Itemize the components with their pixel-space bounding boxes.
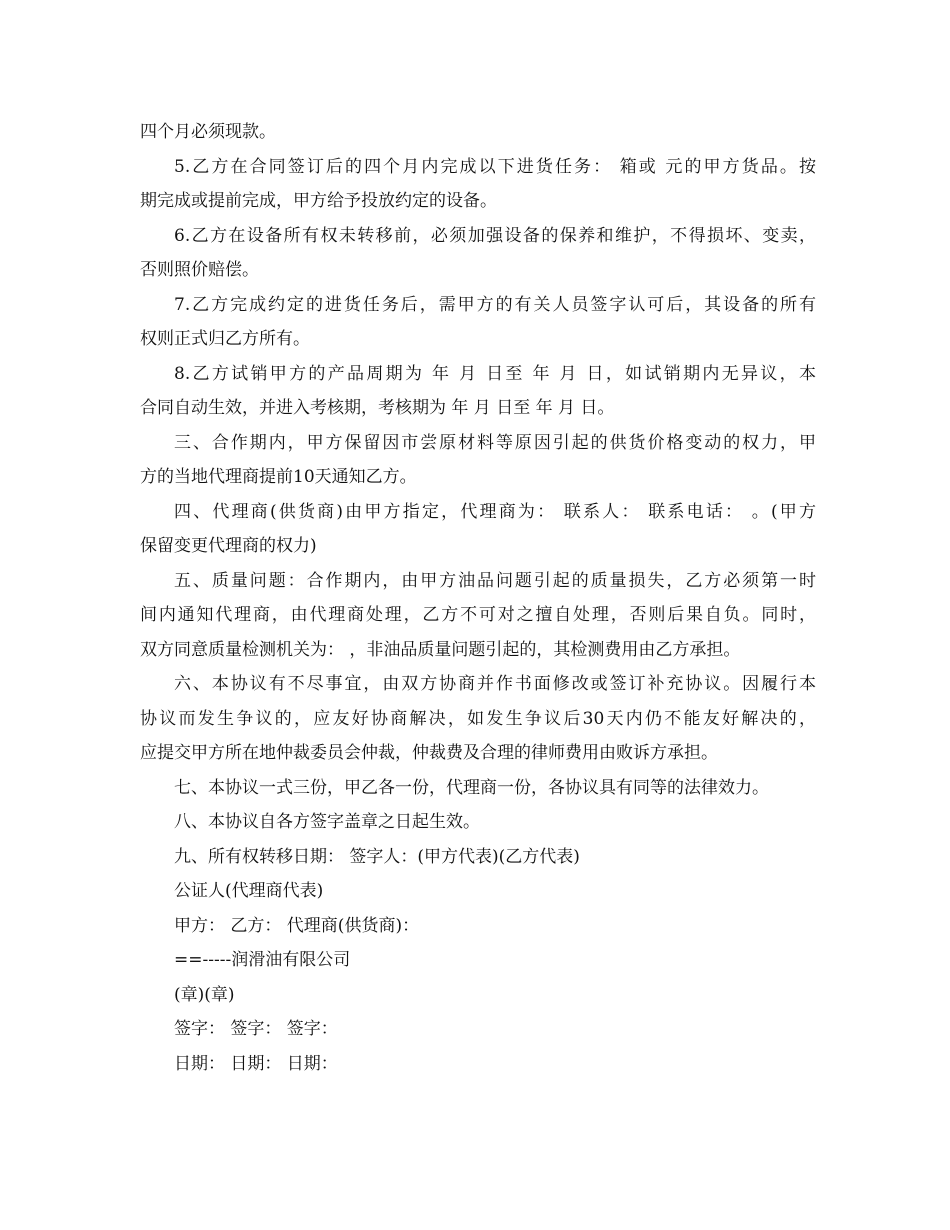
text-line: 保留变更代理商的权力) (140, 536, 317, 556)
text-line: 方的当地代理商提前10天通知乙方。 (140, 467, 417, 487)
text-line: 九、所有权转移日期： 签字人：(甲方代表)(乙方代表) (174, 846, 580, 867)
text-line: 合同自动生效，并进入考核期，考核期为 年 月 日至 年 月 日。 (140, 398, 615, 418)
text-line: 五、质量问题：合作期内，由甲方油品问题引起的质量损失，乙方必须第一时 (174, 570, 816, 591)
text-line: 三、合作期内，甲方保留因市尝原材料等原因引起的供货价格变动的权力，甲 (174, 432, 816, 453)
text-line: 7.乙方完成约定的进货任务后，需甲方的有关人员签字认可后，其设备的所有 (174, 294, 816, 315)
text-line: 间内通知代理商，由代理商处理，乙方不可对之擅自处理，否则后果自负。同时， (140, 605, 816, 625)
text-line: 甲方： 乙方： 代理商(供货商)： (174, 915, 420, 936)
text-line: 公证人(代理商代表) (174, 881, 324, 901)
document-body (140, 115, 816, 1081)
text-line: (章)(章) (174, 984, 235, 1005)
text-line: 8.乙方试销甲方的产品周期为 年 月 日至 年 月 日，如试销期内无异议，本 (174, 363, 816, 384)
text-line: 协议而发生争议的，应友好协商解决，如发生争议后30天内仍不能友好解决的， (140, 708, 816, 729)
text-line: ==-----润滑油有限公司 (174, 950, 351, 970)
text-line: 应提交甲方所在地仲裁委员会仲裁，仲裁费及合理的律师费用由败诉方承担。 (140, 743, 718, 763)
text-line: 七、本协议一式三份，甲乙各一份，代理商一份，各协议具有同等的法律效力。 (174, 777, 769, 798)
text-line: 签字： 签字： 签字： (174, 1019, 338, 1039)
text-line: 双方同意质量检测机关为： ，非油品质量问题引起的，其检测费用由乙方承担。 (140, 639, 741, 660)
text-line: 5.乙方在合同签订后的四个月内完成以下进货任务： 箱或 元的甲方货品。按 (174, 156, 816, 177)
text-line: 八、本协议自各方签字盖章之日起生效。 (174, 812, 480, 832)
text-line: 期完成或提前完成，甲方给予投放约定的设备。 (140, 191, 497, 211)
text-line: 四个月必须现款。 (140, 122, 276, 142)
text-line: 否则照价赔偿。 (140, 260, 259, 280)
text-line: 日期： 日期： 日期： (174, 1053, 338, 1074)
text-line: 六、本协议有不尽事宜，由双方协商并作书面修改或签订补充协议。因履行本 (174, 674, 816, 694)
text-line: 6.乙方在设备所有权未转移前，必须加强设备的保养和维护，不得损坏、变卖， (174, 225, 816, 246)
text-line: 权则正式归乙方所有。 (140, 329, 310, 349)
text-line: 四、代理商(供货商)由甲方指定，代理商为： 联系人： 联系电话： 。(甲方 (174, 501, 816, 522)
